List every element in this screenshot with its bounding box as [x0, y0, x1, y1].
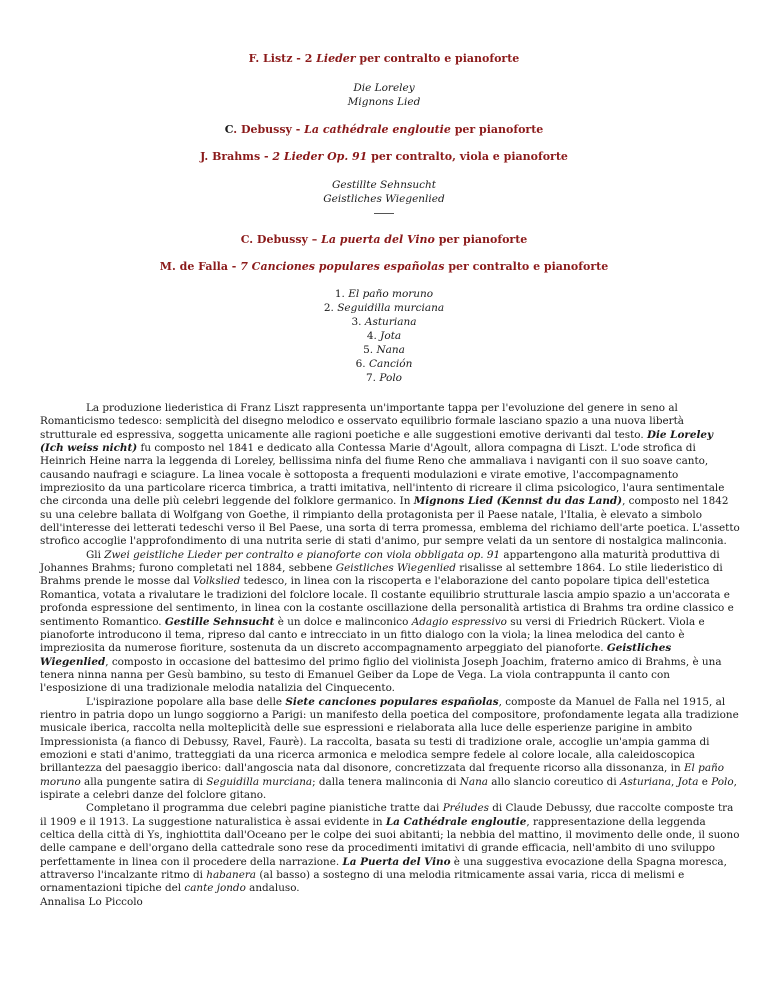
program-heading-debussy-cathedrale: C. Debussy - La cathédrale engloutie per pianoforte — [224, 123, 544, 136]
paragraph-falla: L'ispirazione popolare alla base delle Siete canciones populares españolas, composte da Manuel de Falla nel 1915, al rientro in patria dopo un lungo soggiorno a Parigi: un manifesto della poetica del compositore, profondamente legata alla tradizione musicale iberica, raccolta nella molteplicità delle sue espressioni e rielaborata alla luce delle esperienze parigine in ambito Impressionista (a fianco di Debussy, Ravel, Faurè). La raccolta, basata su testi di tradizione orale, accoglie un'ampia gamma di emozioni e stati d'animo, tratteggiati da una ricerca armonica e melodica sempre fedele al colore locale, alla caleidoscopica brillantezza del paesaggio iberico: dall'angoscia nata dal disonore, concretizzata dal frequente ricorso alla dissonanza, in El paño moruno alla pungente satira di Seguidilla murciana; dalla tenera malinconia di Nana allo slancio coreutico di Asturiana, Jota e Polo, ispirate a celebri danze del folclore gitano. — [40, 695, 739, 801]
song-title: Mignons Lied — [347, 96, 421, 108]
song-title: Die Loreley — [353, 82, 415, 94]
list-item: 4. Jota — [366, 330, 402, 342]
program-heading-debussy-puerta: C. Debussy – La puerta del Vino per pianoforte — [240, 233, 528, 246]
program-heading-brahms: J. Brahms - 2 Lieder Op. 91 per contralto, viola e pianoforte — [200, 150, 568, 163]
list-item: 3. Asturiana — [351, 316, 417, 328]
song-title: Gestillte Sehnsucht — [331, 179, 436, 191]
song-title: Geistliches Wiegenlied — [323, 193, 445, 205]
program-notes — [40, 402, 740, 909]
author-signature: Annalisa Lo Piccolo — [40, 895, 143, 908]
separator-line — [374, 213, 394, 214]
paragraph-debussy: Completano il programma due celebri pagine pianistiche tratte dai Préludes di Claude Debussy, due raccolte composte tra il 1909 e il 1913. La suggestione naturalistica è assai evidente in La Cathédrale engloutie, rappresentazione della leggenda celtica della città di Ys, inghiottita dall'Oceano per le colpe dei suoi abitanti; la nebbia del mattino, il movimento delle onde, il suono delle campane e dell'organo della cattedrale sono rese da procedimenti imitativi di grande efficacia, nell'ambito di uno sviluppo perfettamente in linea con il procedere della narrazione. La Puerta del Vino è una suggestiva evocazione della Spagna moresca, attraverso l'incalzante ritmo di habanera (al basso) a sostegno di una melodia ritmicamente assai varia, ricca di melismi e ornamentazioni tipiche del cante jondo andaluso. — [40, 802, 740, 895]
program-heading-liszt: F. Listz - 2 Lieder per contralto e pianoforte — [248, 52, 520, 65]
paragraph-liszt: La produzione liederistica di Franz Liszt rappresenta un'importante tappa per l'evoluzione del genere in seno al Romanticismo tedesco: semplicità del disegno melodico e osservato equilibrio formale lasciano spazio a una nuova libertà strutturale ed espressiva, soggetta unicamente alle ragioni poetiche e alle suggestioni emotive derivanti dal testo. Die Loreley (Ich weiss nicht) fu composto nel 1841 e dedicato alla Contessa Marie d'Agoult, allora compagna di Liszt. L'ode strofica di Heinrich Heine narra la leggenda di Loreley, bellissima ninfa del fiume Reno che ammaliava i naviganti con il suo soave canto, causando naufragi e sciagure. La linea vocale è sottoposta a frequenti modulazioni e virate emotive, l'accompagnamento impreziosito da una particolare ricerca timbrica, a tratti imitativa, nell'intento di ricreare il clima psicologico, l'aura sentimentale che circonda una delle più celebri leggende del folklore germanico. In Mignons Lied (Kennst du das Land), composto nel 1842 su una celebre ballata di Wolfgang von Goethe, il rimpianto della protagonista per il Paese natale, l'Italia, è elevato a simbolo dell'interesse dei letterati tedeschi verso il Bel Paese, una sorta di terra promessa, emblema del richiamo dell'arte poetica. L'assetto strofico accoglie l'approfondimento di una nutrita serie di stati d'animo, pur sempre velati da un sentore di nostalgica malinconia. — [40, 402, 740, 548]
list-item: 6. Canción — [355, 358, 413, 370]
list-item: 5. Nana — [363, 344, 405, 356]
program-heading-falla: M. de Falla - 7 Canciones populares españolas per contralto e pianoforte — [159, 260, 609, 273]
list-item: 2. Seguidilla murciana — [323, 302, 445, 314]
list-item: 7. Polo — [366, 372, 402, 384]
paragraph-brahms: Gli Zwei geistliche Lieder per contralto e pianoforte con viola obbligata op. 91 appartengono alla maturità produttiva di Johannes Brahms; furono completati nel 1884, sebbene Geistliches Wiegenlied risalisse al settembre 1864. Lo stile liederistico di Brahms prende le mosse dal Volkslied tedesco, in linea con la riscoperta e l'elaborazione del canto popolare tipica dell'estetica Romantica, votata a rivalutare le tradizioni del folclore locale. Il costante equilibrio strutturale lascia ampio spazio a un'accorata e profonda espressione del sentimento, in linea con la costante oscillazione della personalità artistica di Brahms tra ordine classico e sentimento Romantico. Gestille Sehnsucht è un dolce e malinconico Adagio espressivo su versi di Friedrich Rückert. Viola e pianoforte introducono il tema, ripreso dal canto e intrecciato in un fitto dialogo con la viola; la linea melodica del canto è impreziosita da numerose fioriture, sostenuta da un discreto accompagnamento arpeggiato del pianoforte. Geistliches Wiegenlied, composto in occasione del battesimo del primo figlio del violinista Joseph Joachim, fraterno amico di Brahms, è una tenera ninna nanna per Gesù bambino, su testo di Emanuel Geiber da Lope de Vega. La viola contrappunta il canto con l'esposizione di una tradizionale melodia natalizia del Cinquecento. — [40, 548, 734, 695]
list-item: 1. El paño moruno — [334, 288, 434, 300]
